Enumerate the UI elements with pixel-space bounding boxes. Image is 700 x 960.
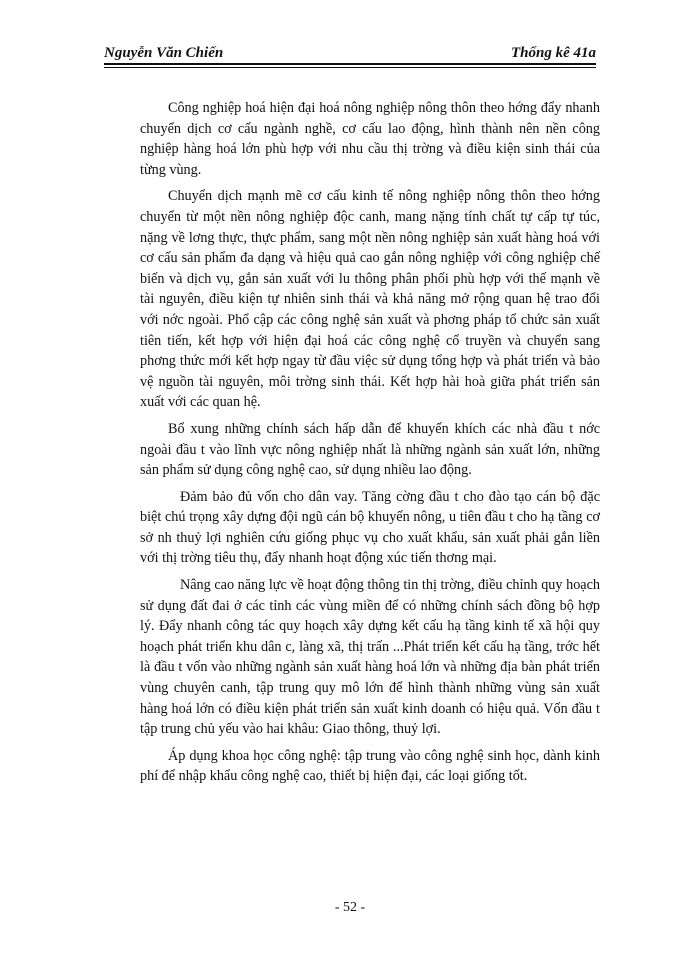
header-rule-thin [104, 67, 596, 68]
page-number: - 52 - [334, 900, 366, 915]
header-course: Thống kê 41a [510, 45, 596, 61]
document-body [140, 98, 600, 793]
paragraph-1: Công nghiệp hoá hiện đại hoá nông nghiệp nông thôn theo hớng đẩy nhanh chuyển dịch cơ cấu ngành nghề, cơ cấu lao động, hình thành nên nền công nghiệp hàng hoá lớn phù hợp với nhu cầu thị trờng và điều kiện sinh thái của từng vùng. [140, 100, 600, 178]
header-author: Nguyễn Văn Chiến [104, 45, 224, 61]
paragraph-4: Đảm bảo đủ vốn cho dân vay. Tăng cờng đầu t cho đào tạo cán bộ đặc biệt chú trọng xây dựng đội ngũ cán bộ khuyến nông, u tiên đầu t cho hạ tầng cơ sở nh thuỷ lợi nghiên cứu giống phục vụ cho xuất khẩu, sản xuất phải gắn liền với thị trờng tiêu thụ, đẩy nhanh hoạt động xúc tiến thơng mại. [140, 488, 600, 567]
page-header [104, 40, 596, 62]
paragraph-6: Áp dụng khoa học công nghệ: tập trung vào công nghệ sinh học, dành kinh phí để nhập khẩu công nghệ cao, thiết bị hiện đại, các loại giống tốt. [140, 747, 600, 785]
paragraph-3: Bổ xung những chính sách hấp dẫn để khuyến khích các nhà đầu t nớc ngoài đầu t vào lĩnh vực nông nghiệp nhất là những ngành sản xuất lớn, những sản phẩm sử dụng công nghệ cao, sử dụng nhiều lao động. [140, 420, 600, 479]
paragraph-2: Chuyển dịch mạnh mẽ cơ cấu kinh tế nông nghiệp nông thôn theo hớng chuyển từ một nền nông nghiệp độc canh, mang nặng tính chất tự cấp tự túc, nặng về lơng thực, thực phẩm, sang một nền nông nghiệp sản xuất hàng hoá với cơ cấu sản phẩm đa dạng và hiệu quả cao gắn nông nghiệp với công nghiệp chế biến và dịch vụ, gắn sản xuất với lu thông phân phối phù hợp với thế mạnh về tài nguyên, điều kiện tự nhiên sinh thái và khả năng mở rộng quan hệ trao đổi với nớc ngoài. Phổ cập các công nghệ sản xuất và phơng pháp tổ chức sản xuất tiên tiến, kết hợp với hiện đại hoá các công nghệ cổ truyền và chuyển sang phơng thức mới kết hợp ngay từ đầu việc sử dụng tổng hợp và phát triển và bảo vệ nguồn tài nguyên, môi trờng sinh thái. Kết hợp hài hoà giữa phát triển sản xuất với các quan hệ. [140, 188, 600, 411]
header-rule [104, 63, 596, 65]
paragraph-5: Nâng cao năng lực về hoạt động thông tin thị trờng, điều chỉnh quy hoạch sử dụng đất đai ở các tỉnh các vùng miền để có những chính sách đồng bộ hợp lý. Đẩy nhanh công tác quy hoạch xây dựng kết cấu hạ tầng kinh tế xã hội quy hoạch phát triển khu dân c, làng xã, thị trấn ...Phát triển kết cấu hạ tầng, trớc hết là đầu t vốn vào những ngành sản xuất hàng hoá lớn và những địa bàn phát triển vùng chuyên canh, tập trung quy mô lớn để hình thành những vùng sản xuất hàng hoá lớn có điều kiện phát triển sản xuất kinh doanh có hiệu quả. Vốn đầu t tập trung chủ yếu vào hai khâu: Giao thông, thuỷ lợi. [140, 577, 600, 738]
